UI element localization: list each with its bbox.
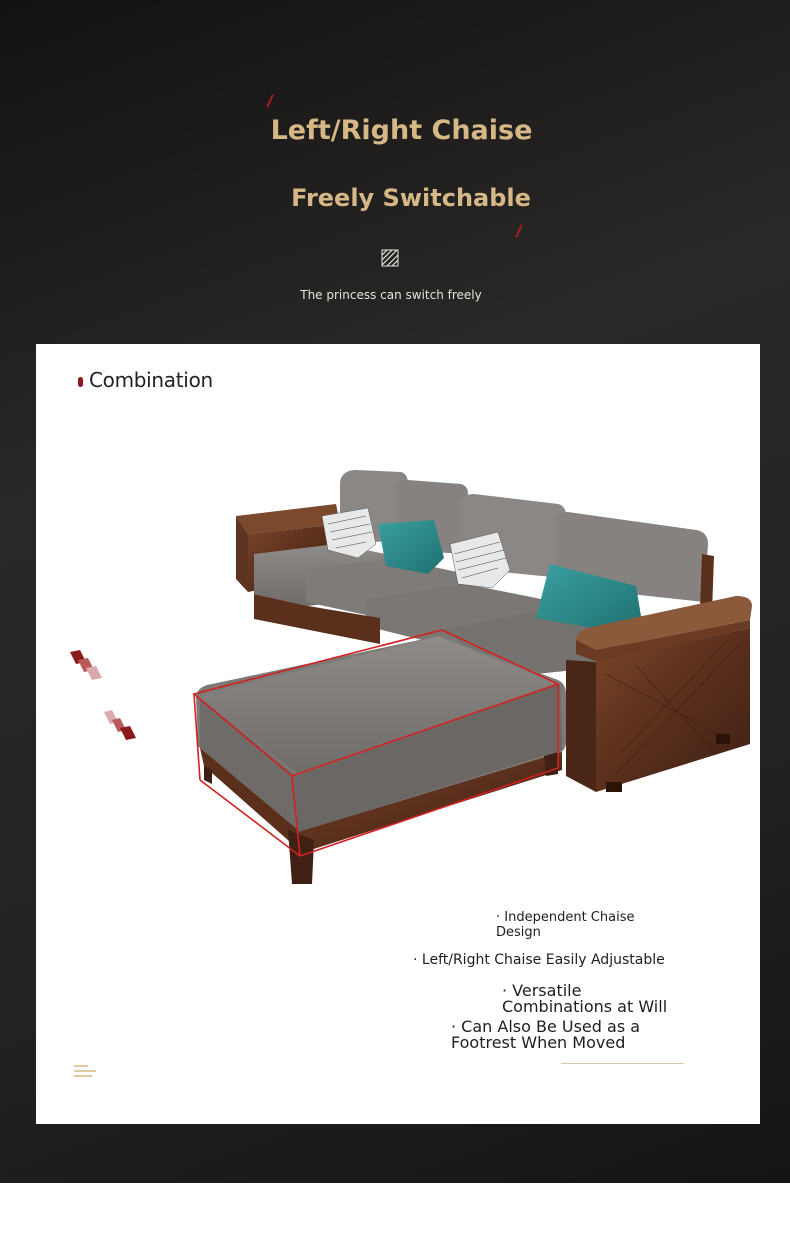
feature-item: · Independent Chaise Design <box>496 910 635 940</box>
section-title: Combination <box>89 368 213 392</box>
slash-decoration-top <box>266 94 274 108</box>
subtitle: The princess can switch freely <box>300 288 482 302</box>
feature-item: · Versatile Combinations at Will <box>502 981 668 1016</box>
headline-line-2: Freely Switchable <box>291 184 531 212</box>
feature-item: · Can Also Be Used as a Footrest When Moved <box>451 1017 641 1052</box>
divider-line <box>561 1063 684 1064</box>
headline-line-1: Left/Right Chaise <box>270 115 533 146</box>
slash-decoration-bottom <box>515 224 523 238</box>
hatch-icon <box>381 249 399 267</box>
combination-card <box>36 344 760 1124</box>
feature-item: · Left/Right Chaise Easily Adjustable <box>413 952 665 968</box>
menu-lines-icon <box>74 1064 98 1080</box>
sofa-illustration <box>36 344 760 904</box>
chevron-arrows-icon <box>70 650 136 740</box>
